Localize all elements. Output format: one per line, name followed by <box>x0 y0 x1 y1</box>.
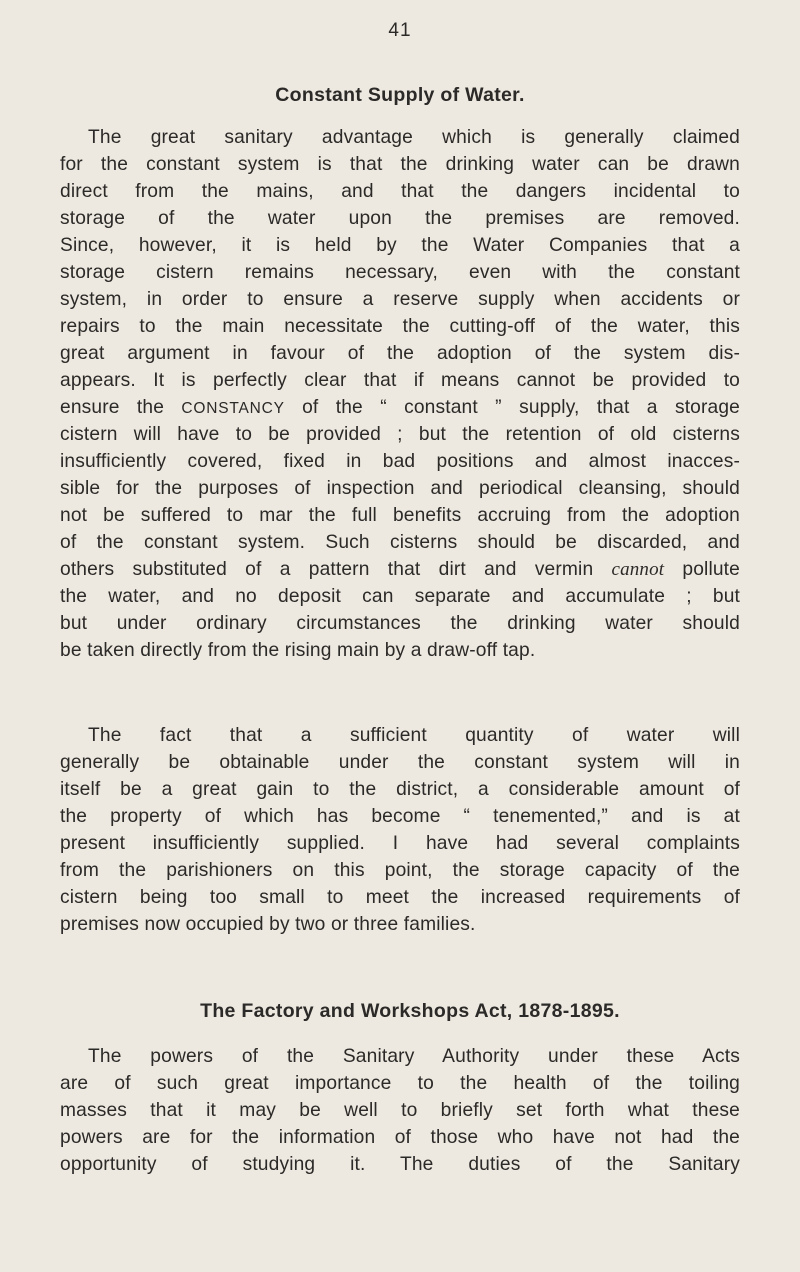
text-line: the property of which has become “ tenemented,” and is at <box>60 806 740 827</box>
text-line: The powers of the Sanitary Authority under these Acts <box>88 1046 740 1067</box>
text-line: Since, however, it is held by the Water Companies that a <box>60 235 740 256</box>
text-line: opportunity of studying it. The duties of the Sanitary <box>60 1154 740 1175</box>
text-line: for the constant system is that the drinking water can be drawn <box>60 154 740 175</box>
paragraph-constant-supply-1 <box>60 124 740 664</box>
text-line: of the constant system. Such cisterns should be discarded, and <box>60 532 740 553</box>
text-line: the water, and no deposit can separate and accumulate ; but <box>60 586 740 607</box>
text-run: pollute <box>664 559 740 580</box>
text-line <box>60 394 740 421</box>
text-line: not be suffered to mar the full benefits accruing from the adoption <box>60 505 740 526</box>
small-caps-word: CONSTANCY <box>181 400 285 417</box>
text-line: itself be a great gain to the district, a considerable amount of <box>60 779 740 800</box>
text-line: from the parishioners on this point, the storage capacity of the <box>60 860 740 881</box>
text-line: but under ordinary circumstances the drinking water should <box>60 613 740 634</box>
text-line: are of such great importance to the health of the toiling <box>60 1073 740 1094</box>
text-run: ensure the <box>60 397 182 418</box>
text-line: powers are for the information of those who have not had the <box>60 1127 740 1148</box>
text-run: of the “ constant ” supply, that a storage <box>284 397 740 418</box>
text-line: insufficiently covered, fixed in bad positions and almost inacces- <box>60 451 740 472</box>
text-line: direct from the mains, and that the dangers incidental to <box>60 181 740 202</box>
text-line: system, in order to ensure a reserve supply when accidents or <box>60 289 740 310</box>
text-line: storage cistern remains necessary, even with the constant <box>60 262 740 283</box>
italic-word: cannot <box>611 559 665 580</box>
text-line: premises now occupied by two or three families. <box>60 914 476 935</box>
text-line: The fact that a sufficient quantity of water will <box>88 725 740 746</box>
text-line: storage of the water upon the premises are removed. <box>60 208 740 229</box>
text-line: The great sanitary advantage which is generally claimed <box>88 127 740 148</box>
text-line: cistern will have to be provided ; but the retention of old cisterns <box>60 424 740 445</box>
text-line: generally be obtainable under the constant system will in <box>60 752 740 773</box>
paragraph-factory-workshops-1 <box>60 1043 740 1178</box>
text-run: others substituted of a pattern that dirt and vermin <box>60 559 612 580</box>
text-line: masses that it may be well to briefly set forth what these <box>60 1100 740 1121</box>
text-line: appears. It is perfectly clear that if means cannot be provided to <box>60 370 740 391</box>
text-line: cistern being too small to meet the increased requirements of <box>60 887 740 908</box>
text-line: repairs to the main necessitate the cutting-off of the water, this <box>60 316 740 337</box>
section-heading-factory-workshops: The Factory and Workshops Act, 1878-1895. <box>200 1000 620 1022</box>
text-line: sible for the purposes of inspection and periodical cleansing, should <box>60 478 740 499</box>
section-heading-constant-supply: Constant Supply of Water. <box>275 84 525 106</box>
paragraph-constant-supply-2 <box>60 722 740 938</box>
text-line: be taken directly from the rising main by a draw-off tap. <box>60 640 536 661</box>
text-line: great argument in favour of the adoption of the system dis- <box>60 343 740 364</box>
page-number: 41 <box>388 20 412 41</box>
text-line <box>60 556 740 583</box>
text-line: present insufficiently supplied. I have had several complaints <box>60 833 740 854</box>
